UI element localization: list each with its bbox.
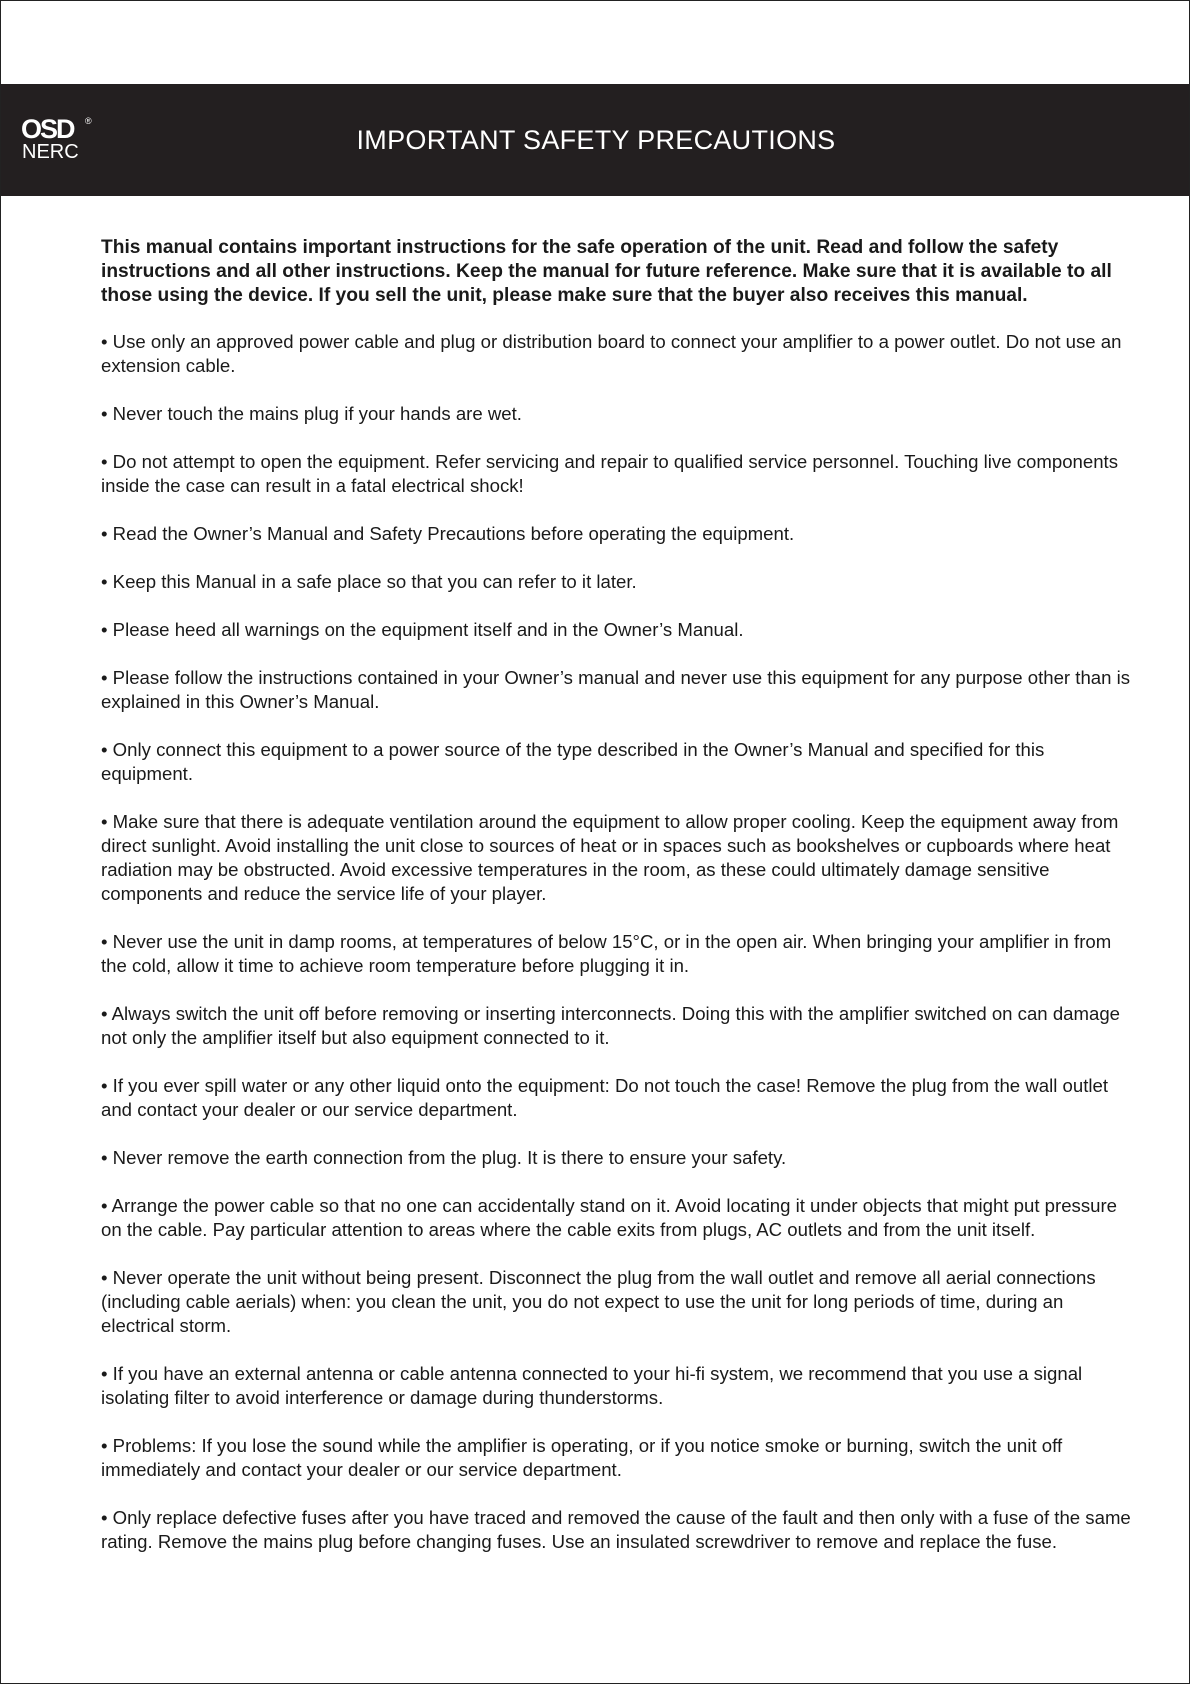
safety-item: • Please heed all warnings on the equipment itself and in the Owner’s Manual.	[101, 619, 744, 640]
safety-item: • Use only an approved power cable and plug or distribution board to connect your amplifier to a power outlet. Do not use an extension cable.	[101, 331, 1122, 376]
safety-item: • Do not attempt to open the equipment. Refer servicing and repair to qualified service personnel. Touching live components inside the case can result in a fatal electrical shock!	[101, 451, 1119, 496]
logo-wordmark-bottom: NERC	[22, 141, 79, 163]
safety-item: • Only replace defective fuses after you have traced and removed the cause of the fault and then only with a fuse of the same rating. Remove the mains plug before changing fuses. Use an insulated screwdriver to remove and replace the fuse.	[101, 1507, 1131, 1552]
safety-item: • Please follow the instructions contained in your Owner’s manual and never use this equipment for any purpose other than is explained in this Owner’s Manual.	[101, 667, 1131, 712]
intro-paragraph: This manual contains important instructions for the safe operation of the unit. Read and follow the safety instructions and all other instructions. Keep the manual for future reference. Make sure that it is available to all those using the device. If you sell the unit, please make sure that the buyer also receives this manual.	[101, 237, 1112, 306]
document-body	[101, 236, 1141, 1578]
safety-item: • Never touch the mains plug if your hands are wet.	[101, 403, 522, 424]
page-title: IMPORTANT SAFETY PRECAUTIONS	[356, 125, 836, 155]
safety-item: • Never operate the unit without being present. Disconnect the plug from the wall outlet and remove all aerial connections (including cable aerials) when: you clean the unit, you do not expect to use the unit for long periods of time, during an electrical storm.	[101, 1267, 1096, 1336]
safety-item: • If you ever spill water or any other liquid onto the equipment: Do not touch the case! Remove the plug from the wall outlet and contact your dealer or our service department.	[101, 1075, 1108, 1120]
logo-wordmark-top: OSD	[21, 114, 74, 144]
safety-item: • Keep this Manual in a safe place so that you can refer to it later.	[101, 571, 637, 592]
safety-item: • Problems: If you lose the sound while the amplifier is operating, or if you notice smoke or burning, switch the unit off immediately and contact your dealer or our service department.	[101, 1435, 1063, 1480]
safety-item: • Always switch the unit off before removing or inserting interconnects. Doing this with the amplifier switched on can damage not only the amplifier itself but also equipment connected to it.	[101, 1003, 1121, 1048]
header-band	[1, 84, 1189, 196]
safety-item: • Only connect this equipment to a power source of the type described in the Owner’s Manual and specified for this equipment.	[101, 739, 1045, 784]
safety-item: • Make sure that there is adequate ventilation around the equipment to allow proper cooling. Keep the equipment away from direct sunlight. Avoid installing the unit close to sources of heat or in spaces such as bookshelves or cupboards where heat radiation may be obstructed. Avoid excessive temperatures in the room, as these could ultimately damage sensitive components and reduce the service life of your player.	[101, 811, 1119, 904]
safety-item: • Read the Owner’s Manual and Safety Precautions before operating the equipment.	[101, 523, 795, 544]
logo-registered-mark: ®	[85, 116, 92, 126]
safety-item: • Arrange the power cable so that no one can accidentally stand on it. Avoid locating it under objects that might put pressure on the cable. Pay particular attention to areas where the cable exits from plugs, AC outlets and from the unit itself.	[101, 1195, 1118, 1240]
safety-item: • If you have an external antenna or cable antenna connected to your hi-fi system, we recommend that you use a signal isolating filter to avoid interference or damage during thunderstorms.	[101, 1363, 1083, 1408]
safety-item: • Never remove the earth connection from the plug. It is there to ensure your safety.	[101, 1147, 787, 1168]
safety-item: • Never use the unit in damp rooms, at temperatures of below 15°C, or in the open air. When bringing your amplifier in from the cold, allow it time to achieve room temperature before plugging it in.	[101, 931, 1112, 976]
